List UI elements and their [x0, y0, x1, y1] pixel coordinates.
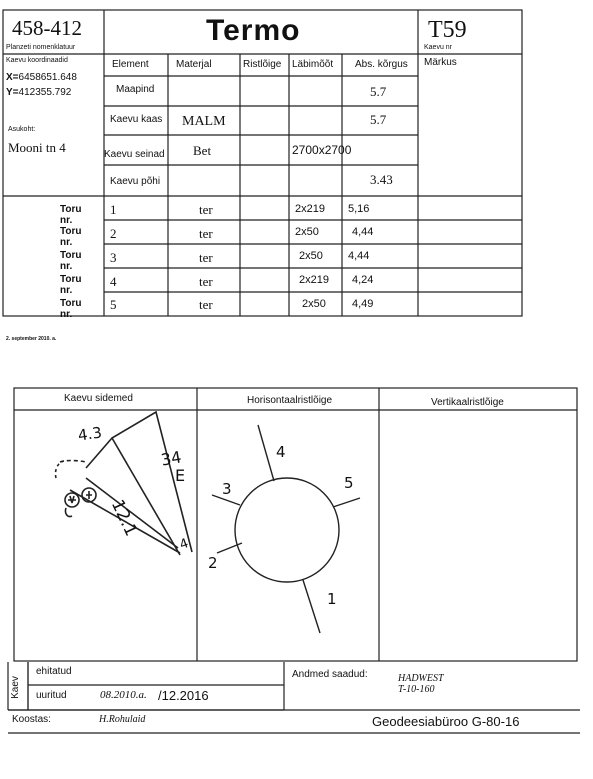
form-title: Termo — [206, 14, 301, 47]
tie-distance-label: 34 — [159, 447, 183, 470]
x-value: 6458651.648 — [18, 72, 77, 83]
pipe-abs: 5,16 — [348, 203, 370, 215]
well-caption: Kaevu nr — [424, 44, 453, 51]
tie-distance-label: 4 — [177, 536, 191, 553]
pipe-material: ter — [199, 297, 213, 312]
col-section: Ristlõige — [243, 59, 282, 70]
pipe-label: Toru nr. — [60, 298, 82, 320]
pipe-mark: 4 — [276, 443, 286, 461]
address: Mooni tn 4 — [8, 140, 66, 155]
data-source-label: Andmed saadud: — [292, 669, 368, 680]
element-name: Kaevu kaas — [110, 114, 163, 125]
tie-direction-label: E — [175, 466, 186, 485]
pipe-material: ter — [199, 274, 213, 289]
col-diameter: Läbimõõt — [292, 59, 334, 70]
pipe-mark: 2 — [208, 554, 218, 572]
y-value: 412355.792 — [18, 87, 72, 98]
element-abs: 5.7 — [370, 112, 387, 127]
pipe-mark: 3 — [222, 480, 232, 498]
pipe-abs: 4,24 — [352, 274, 374, 286]
element-abs: 5.7 — [370, 84, 387, 99]
pipe-number: 1 — [110, 202, 117, 217]
panel-title-ties: Kaevu sidemed — [64, 393, 133, 404]
element-name: Maapind — [116, 84, 155, 95]
y-coordinate — [6, 87, 71, 98]
y-label: Y= — [6, 87, 19, 98]
pipe-label: Toru nr. — [60, 226, 82, 248]
element-material: Bet — [193, 143, 212, 158]
data-source: HADWEST — [398, 673, 444, 684]
tie-distance-label: 4.3 — [76, 423, 103, 445]
col-material: Materjal — [176, 59, 212, 70]
author: H.Rohulaid — [99, 714, 146, 725]
pipe-material: ter — [199, 250, 213, 265]
col-abs-height: Abs. kõrgus — [355, 59, 408, 70]
col-notes: Märkus — [424, 57, 457, 68]
element-name: Kaevu põhi — [110, 176, 161, 187]
pipe-label: Toru nr. — [60, 250, 82, 272]
pipe-number: 2 — [110, 226, 117, 241]
pipe-number: 5 — [110, 297, 117, 312]
element-diameter: 2700x2700 — [292, 143, 352, 157]
pipe-abs: 4,49 — [352, 298, 374, 310]
pipe-diameter: 2x219 — [299, 274, 329, 286]
address-label: Asukoht: — [8, 126, 36, 133]
data-source-2: T-10-160 — [398, 684, 435, 695]
built-label: ehitatud — [36, 666, 72, 677]
pipe-mark: 1 — [327, 590, 337, 608]
pipe-label: Toru nr. — [60, 204, 82, 226]
surveyed-date: 08.2010.a. — [100, 689, 147, 701]
element-abs: 3.43 — [370, 172, 393, 187]
x-coordinate — [6, 72, 77, 83]
plan-number: 458-412 — [12, 16, 82, 40]
office-code: Geodeesiabüroo G-80-16 — [372, 714, 520, 729]
pipe-diameter: 2x50 — [299, 250, 323, 262]
pipe-number: 3 — [110, 250, 117, 265]
horizontal-section-drawing — [212, 425, 360, 633]
well-id: T59 — [428, 17, 467, 43]
pipe-abs: 4,44 — [352, 226, 374, 238]
element-material: MALM — [182, 114, 226, 129]
panel-title-vertical: Vertikaalristlõige — [431, 397, 504, 408]
element-name: Kaevu seinad — [104, 149, 165, 160]
pipe-material: ter — [199, 226, 213, 241]
coord-title: Kaevu koordinaadid — [6, 57, 68, 64]
author-label: Koostas: — [12, 714, 51, 725]
footer-side-label: Kaev — [9, 676, 21, 699]
pipe-diameter: 2x219 — [295, 203, 325, 215]
pipe-number: 4 — [110, 274, 117, 289]
plan-caption: Planzeti nomenklatuur — [6, 44, 76, 51]
surveyed-label: uuritud — [36, 690, 67, 701]
pipe-label: Toru nr. — [60, 274, 82, 296]
pipe-abs: 4,44 — [348, 250, 370, 262]
surveyed-update: /12.2016 — [158, 688, 209, 703]
pipe-diameter: 2x50 — [302, 298, 326, 310]
x-label: X= — [6, 72, 19, 83]
pipe-material: ter — [199, 202, 213, 217]
col-element: Element — [112, 59, 149, 70]
pipe-mark: 5 — [344, 474, 354, 492]
tie-distance-label: 12.1 — [106, 496, 141, 540]
pipe-diameter: 2x50 — [295, 226, 319, 238]
panel-title-horizontal: Horisontaalristlõige — [247, 395, 333, 406]
form-date: 2. september 2010. a. — [6, 336, 57, 342]
